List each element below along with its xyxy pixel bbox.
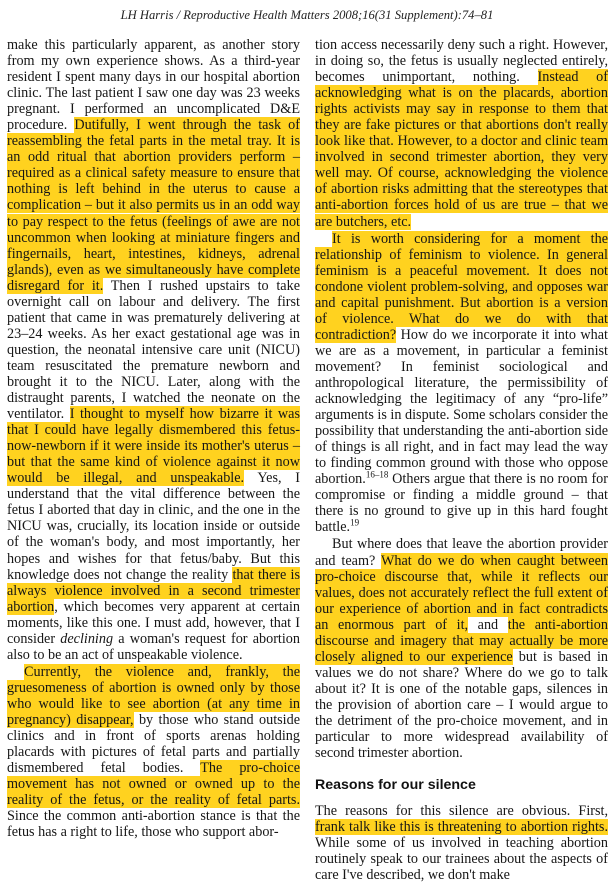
paragraph — [315, 37, 608, 230]
highlighted-text: I thought to myself how bizarre it was that I could have legally dismembered this fetus-now-newborn if it were inside its mother's uterus – but that the same kind of violence against it now would be illegal, and unspeakable. — [7, 406, 300, 487]
left-column — [7, 37, 300, 866]
citation-superscript: 16–18 — [365, 469, 389, 480]
citation-superscript: 19 — [350, 517, 360, 528]
text-run: Others argue that there is no room for compromise or finding a middle ground – that there is no ground to give up in this hard fought battle. — [315, 471, 608, 536]
paragraph — [7, 664, 300, 841]
highlighted-text: Currently, the violence and, frankly, the gruesomeness of abortion is owned only by those who would like to see abortion (at any time in pregnancy) disappear, — [7, 663, 300, 728]
text-run: declining — [60, 630, 114, 647]
paragraph — [7, 37, 300, 663]
section-heading: Reasons for our silence — [315, 777, 476, 794]
text-run: and — [468, 616, 508, 633]
highlighted-text: the anti-abortion discourse and imagery that may actually be more closely aligned to our experience — [315, 616, 608, 665]
text-run: but is based in values we do not share? Where do we go to talk about it? It is one of the notable gaps, silences in the provision of abortion care – I would argue to the detriment of the pro-choice movement, and in particular to more widespread availability of second trimester abortion. — [315, 648, 609, 762]
text-run: How do we incorporate it into what we are as a movement, in particular a feminist movement? In feminist sociological and anthropological literature, the permissibility of acknowledging the legitimacy of any “pro-life” arguments is in dispute. Some scholars consider the possibility that understanding the anti-abortion side of things is all right, and in fact may lead the way to finding common ground with those who oppose abortion. — [315, 326, 608, 488]
text-run: Since the common anti-abortion stance is that the fetus has a right to life, those who support abor- — [7, 808, 300, 841]
highlighted-text: that there is always violence involved in a second trimester abortion — [7, 566, 300, 615]
highlighted-text: frank talk like this is threatening to abortion rights. — [315, 819, 608, 836]
paragraph — [315, 231, 608, 536]
text-run: While some of us involved in teaching abortion routinely speak to our trainees about the aspects of care I've described, we don't make — [315, 835, 608, 883]
text-run: Yes, I understand that the vital difference between the fetus I aborted that day in clinic, and the one in the NICU was, crucially, its location inside or outside of the woman's body, and most importantly, her hopes and wishes for that fetus/baby. But this knowledge does not change the reality — [7, 470, 300, 583]
paragraph — [315, 803, 608, 883]
text-run: tion access necessarily deny such a right. However, in doing so, the fetus is usually neglected entirely, becomes unimportant, nothing. — [315, 37, 608, 86]
highlighted-text: Instead of acknowledging what is on the placards, abortion rights activists may say in response to them that they are fake pictures or that abortions don't really look like that. However, to a doctor and clinic team involved in second trimester abortion, they very well may. Of course, acknowledging the violence of abortion risks admitting that the stereotypes that anti-abortion forces hold of us are true – that we are butchers, etc. — [315, 69, 608, 230]
right-column — [315, 37, 609, 883]
running-head: LH Harris / Reproductive Health Matters 2008;16(31 Supplement):74–81 — [120, 8, 494, 22]
text-run: by those who stand outside clinics and in front of sports arenas holding placards with pictures of fetal parts and partially dismembered fetal bodies. — [7, 711, 300, 777]
highlighted-text: The pro-choice movement has not owned or owned up to the reality of the fetus, or the reality of fetal parts. — [7, 760, 300, 809]
paragraph — [315, 536, 608, 761]
text-run: Then I rushed upstairs to take overnight call on labour and delivery. The first patient that came in was prematurely delivering at 23–24 weeks. As her exact gestational age was in question, the neonatal intensive care unit (NICU) team resuscitated the premature newborn and brought it to the NICU. Later, along with the distraught parents, I watched the neonate on the ventilator. — [7, 277, 300, 423]
text-run: But where does that leave the abortion provider and team? — [315, 536, 608, 569]
text-run: a woman's request for abortion also to be an act of unspeakable violence. — [7, 630, 300, 663]
text-run: The reasons for this silence are obvious. First, — [315, 803, 608, 820]
highlighted-text: Dutifully, I went through the task of reassembling the fetal parts in the metal tray. It is an odd ritual that abortion providers perform – required as a clinical safety measure to ensure that nothing is left behind in the uterus to cause a complication – but it also permits us in an odd way to pay respect to the fetus (feelings of awe are not uncommon when looking at miniature fingers and fingernails, heart, intestines, kidneys, adrenal glands), even as we simultaneously have complete disregard for it. — [7, 117, 300, 294]
highlighted-text: What do we do when caught between pro-choice discourse that, while it reflects our values, does not accurately reflect the full extent of our experience of abortion and in fact contradicts an enormous part of it, — [315, 552, 608, 633]
text-run: make this particularly apparent, as another story from my own experience shows. As a third-year resident I spent many days in our hospital abortion clinic. The last patient I saw one day was 23 weeks pregnant. I performed an uncomplicated D&E procedure. — [7, 37, 300, 134]
highlighted-text: It is worth considering for a moment the relationship of feminism to violence. In general feminism is a peaceful movement. It does not condone violent problem-solving, and opposes war and capital punishment. But abortion is a version of violence. What do we do with that contradiction? — [315, 230, 608, 343]
text-run: , which becomes very apparent at certain moments, like this one. I must add, however, that I consider — [7, 598, 300, 647]
